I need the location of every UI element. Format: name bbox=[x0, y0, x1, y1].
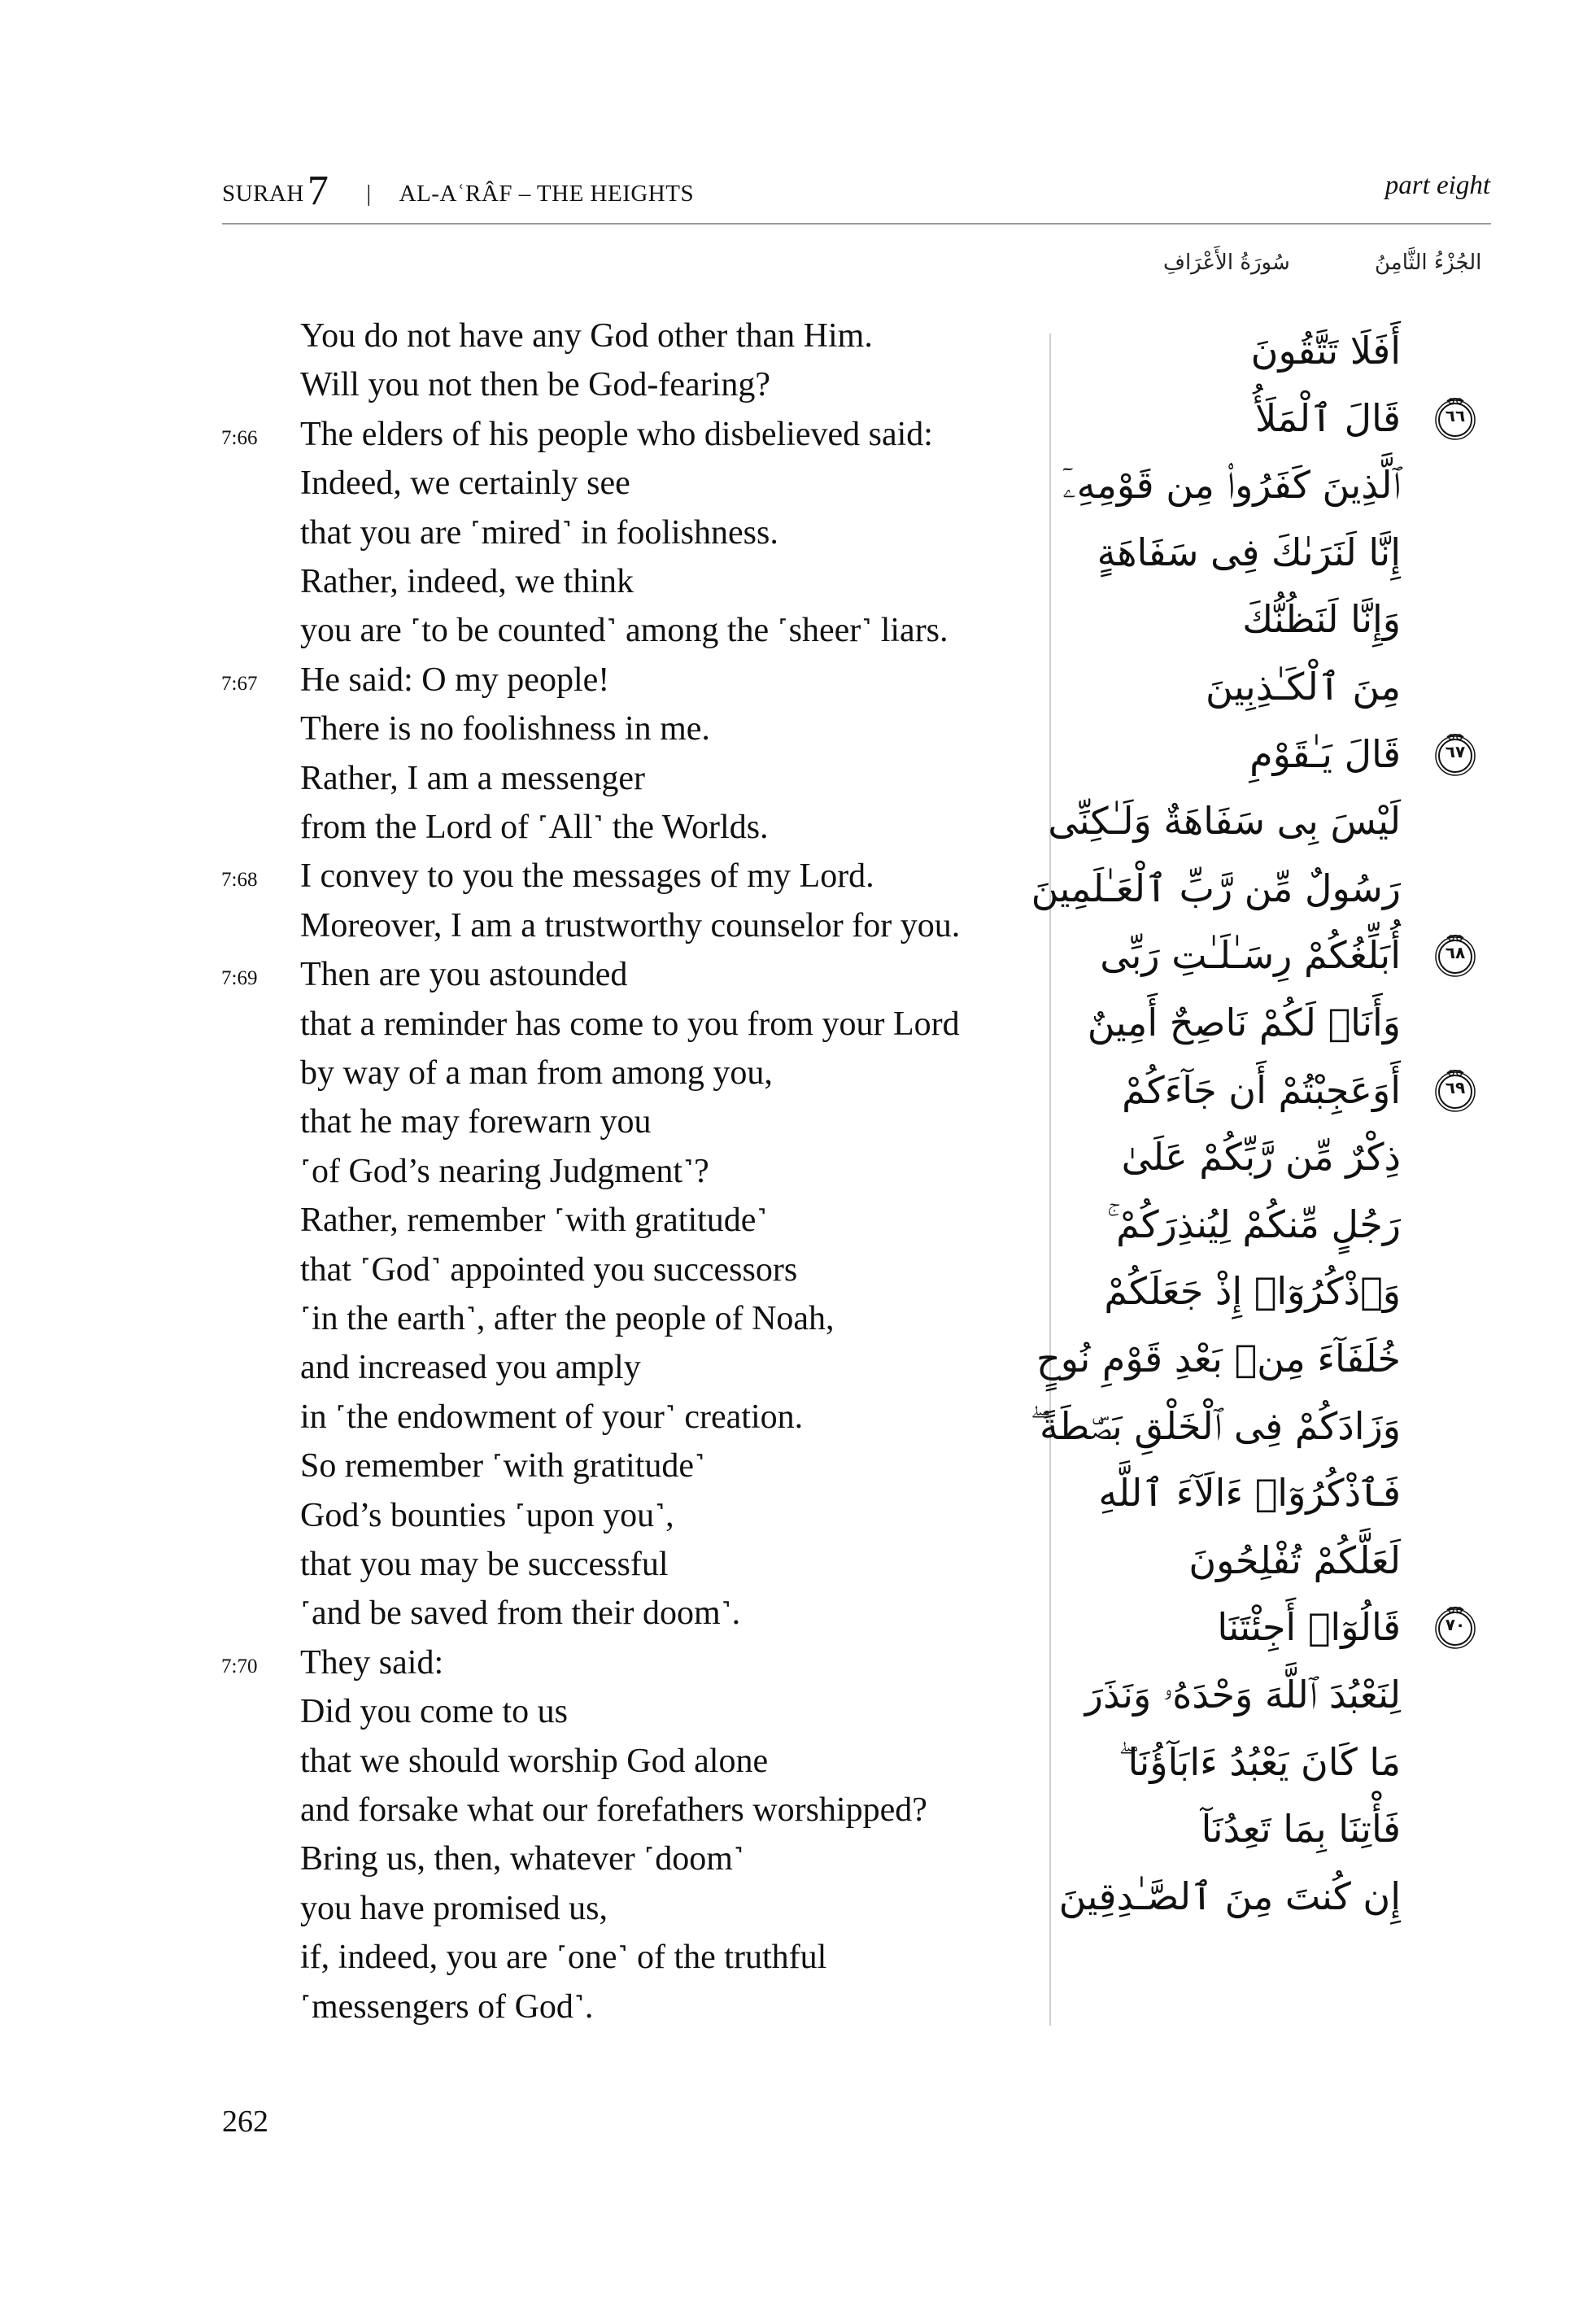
arabic-line: إِنَّا لَنَرَىٰكَ فِى سَفَاهَةٍ bbox=[1097, 530, 1401, 574]
arabic-surah-name: سُورَةُ الأَعْرَافِ bbox=[1163, 251, 1290, 275]
surah-label: SURAH bbox=[222, 181, 304, 207]
verse-end-medallion-icon bbox=[1432, 1603, 1479, 1651]
verse-number: 7:70 bbox=[221, 1655, 258, 1677]
page-number: 262 bbox=[222, 2105, 268, 2139]
running-header bbox=[222, 167, 694, 215]
translation-line: Did you come to us bbox=[300, 1693, 568, 1731]
translation-line: God’s bounties ˹upon you˺, bbox=[300, 1496, 674, 1534]
arabic-line: ذِكْرٌ مِّن رَّبِّكُمْ عَلَىٰ bbox=[1121, 1135, 1401, 1180]
translation-line: ˹of God’s nearing Judgment˺? bbox=[300, 1152, 709, 1190]
translation-line: that you are ˹mired˺ in foolishness. bbox=[300, 513, 778, 552]
translation-line: So remember ˹with gratitude˺ bbox=[300, 1447, 706, 1485]
surah-title: AL-AʿRÂF – THE HEIGHTS bbox=[399, 181, 695, 207]
verse-marker-number: ٦٩ bbox=[1445, 1077, 1466, 1097]
arabic-line: مَا كَانَ يَعْبُدُ ءَابَآؤُنَا ۖ bbox=[1119, 1739, 1401, 1784]
translation-line: you have promised us, bbox=[300, 1889, 608, 1927]
arabic-part-name: الجُزْءُ الثَّامِنُ bbox=[1375, 251, 1482, 275]
translation-line: Rather, remember ˹with gratitude˺ bbox=[300, 1202, 768, 1240]
translation-line: that you may be successful bbox=[300, 1546, 669, 1583]
translation-line: Will you not then be God-fearing? bbox=[300, 366, 770, 404]
verse-end-medallion-icon bbox=[1432, 731, 1479, 778]
surah-number: 7 bbox=[307, 168, 329, 214]
arabic-line: وَإِنَّا لَنَظُنُّكَ bbox=[1242, 597, 1401, 642]
arabic-line: قَالَ يَـٰقَوْمِ bbox=[1249, 731, 1401, 776]
translation-line: by way of a man from among you, bbox=[300, 1054, 773, 1092]
translation-line: He said: O my people! bbox=[300, 661, 610, 699]
translation-line: Rather, indeed, we think bbox=[300, 563, 634, 600]
translation-line: from the Lord of ˹All˺ the Worlds. bbox=[300, 809, 769, 846]
translation-line: They said: bbox=[300, 1643, 444, 1682]
verse-marker-number: ٦٦ bbox=[1445, 405, 1466, 425]
translation-line: that a reminder has come to you from your Lord bbox=[300, 1005, 960, 1043]
arabic-line: أَوَعَجِبْتُمْ أَن جَآءَكُمْ bbox=[1122, 1067, 1401, 1112]
translation-line: The elders of his people who disbelieved said: bbox=[300, 415, 933, 453]
verse-number: 7:68 bbox=[221, 869, 258, 892]
translation-line: Then are you astounded bbox=[300, 956, 628, 994]
translation-line: in ˹the endowment of your˺ creation. bbox=[300, 1398, 804, 1436]
translation-line: you are ˹to be counted˺ among the ˹sheer˺ liars. bbox=[300, 612, 948, 650]
arabic-line: أَفَلَا تَتَّقُونَ bbox=[1250, 329, 1401, 373]
arabic-line: فَٱذْكُرُوٓا۟ ءَالَآءَ ٱللَّهِ bbox=[1098, 1471, 1401, 1516]
translation-line: Indeed, we certainly see bbox=[300, 465, 630, 503]
arabic-line: قَالُوٓا۟ أَجِئْتَنَا bbox=[1217, 1605, 1401, 1650]
arabic-line: وَأَنَا۠ لَكُمْ نَاصِحٌ أَمِينٌ bbox=[1087, 1001, 1401, 1045]
arabic-line: مِنَ ٱلْكَـٰذِبِينَ bbox=[1206, 665, 1401, 709]
translation-line: and forsake what our forefathers worshipped? bbox=[300, 1791, 927, 1829]
translation-line: ˹in the earth˺, after the people of Noah, bbox=[300, 1300, 835, 1337]
translation-line: Bring us, then, whatever ˹doom˺ bbox=[300, 1840, 744, 1878]
arabic-line: خُلَفَآءَ مِنۢ بَعْدِ قَوْمِ نُوحٍ bbox=[1036, 1337, 1401, 1381]
verse-end-medallion-icon bbox=[1432, 1067, 1479, 1114]
translation-line: There is no foolishness in me. bbox=[300, 710, 710, 748]
arabic-line: لَعَلَّكُمْ تُفْلِحُونَ bbox=[1188, 1538, 1401, 1582]
translation-line: that he may forewarn you bbox=[300, 1103, 652, 1141]
translation-line: Moreover, I am a trustworthy counselor for you. bbox=[300, 906, 961, 944]
translation-line: that ˹God˺ appointed you successors bbox=[300, 1250, 798, 1289]
arabic-line: وَزَادَكُمْ فِى ٱلْخَلْقِ بَصْۜطَةً ۖ bbox=[1030, 1403, 1401, 1448]
arabic-line: لِنَعْبُدَ ٱللَّهَ وَحْدَهُۥ وَنَذَرَ bbox=[1084, 1673, 1401, 1717]
arabic-line: رَجُلٍ مِّنكُمْ لِيُنذِرَكُمْ ۚ bbox=[1106, 1202, 1401, 1246]
verse-marker-number: ٦٧ bbox=[1445, 741, 1466, 761]
arabic-line: وَٱذْكُرُوٓا۟ إِذْ جَعَلَكُمْ bbox=[1104, 1269, 1401, 1314]
translation-line: and increased you amply bbox=[300, 1349, 641, 1387]
arabic-line: رَسُولٌ مِّن رَّبِّ ٱلْعَـٰلَمِينَ bbox=[1031, 866, 1401, 910]
arabic-line: أُبَلِّغُكُمْ رِسَـٰلَـٰتِ رَبِّى bbox=[1100, 933, 1401, 978]
arabic-line: إِن كُنتَ مِنَ ٱلصَّـٰدِقِينَ bbox=[1058, 1874, 1401, 1918]
verse-end-medallion-icon bbox=[1432, 395, 1479, 442]
arabic-line: قَالَ ٱلْمَلَأُ bbox=[1254, 395, 1401, 440]
part-label: part eight bbox=[1385, 171, 1490, 200]
verse-marker-number: ٦٨ bbox=[1445, 943, 1466, 963]
translation-line: that we should worship God alone bbox=[300, 1742, 769, 1780]
translation-line: if, indeed, you are ˹one˺ of the truthful bbox=[300, 1939, 827, 1977]
column-divider bbox=[1049, 334, 1051, 2026]
verse-marker-number: ٧٠ bbox=[1445, 1615, 1466, 1635]
verse-number: 7:69 bbox=[221, 967, 258, 990]
header-separator: | bbox=[366, 181, 372, 207]
arabic-line: فَأْتِنَا بِمَا تَعِدُنَآ bbox=[1201, 1807, 1401, 1852]
translation-line: ˹and be saved from their doom˺. bbox=[300, 1594, 741, 1633]
arabic-line: ٱلَّذِينَ كَفَرُوا۟ مِن قَوْمِهِۦٓ bbox=[1062, 463, 1401, 508]
header-rule bbox=[222, 223, 1491, 225]
arabic-line: لَيْسَ بِى سَفَاهَةٌ وَلَـٰكِنِّى bbox=[1048, 799, 1401, 844]
verse-number: 7:67 bbox=[221, 672, 258, 695]
verse-end-medallion-icon bbox=[1432, 931, 1479, 979]
verse-number: 7:66 bbox=[221, 426, 258, 449]
translation-line: You do not have any God other than Him. bbox=[300, 317, 873, 355]
translation-line: I convey to you the messages of my Lord. bbox=[300, 857, 874, 896]
translation-line: Rather, I am a messenger bbox=[300, 759, 645, 797]
translation-line: ˹messengers of God˺. bbox=[300, 1987, 594, 2026]
